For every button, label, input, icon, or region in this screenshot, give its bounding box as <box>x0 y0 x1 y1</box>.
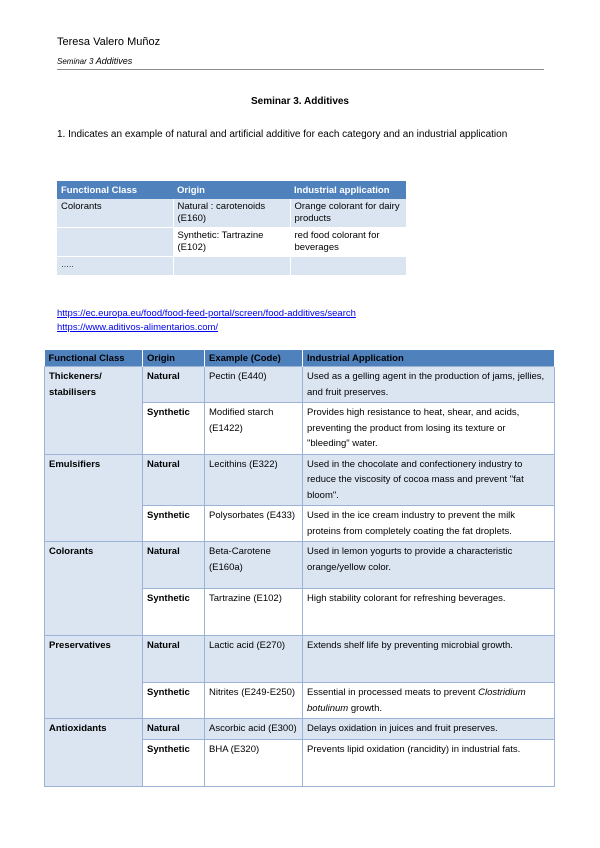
example-row <box>57 228 406 257</box>
example-cell-origin: Natural : carotenoids (E160) <box>173 199 290 228</box>
application-cell: Used in lemon yogurts to provide a characteristic orange/yellow color. <box>303 542 555 589</box>
running-subtitle <box>57 56 132 66</box>
additives-table <box>44 350 555 787</box>
subtitle-topic: Additives <box>95 56 133 66</box>
application-cell: Delays oxidation in juices and fruit preserves. <box>303 719 555 740</box>
example-cell: Nitrites (E249-E250) <box>205 683 303 719</box>
additives-table-header <box>45 350 555 367</box>
header-industrial-application: Industrial Application <box>303 350 555 367</box>
application-cell: Prevents lipid oxidation (rancidity) in industrial fats. <box>303 739 555 786</box>
table-row <box>45 454 555 506</box>
example-header-class: Functional Class <box>57 181 173 199</box>
table-row <box>45 542 555 589</box>
example-cell: Lecithins (E322) <box>205 454 303 506</box>
example-cell-class: ….. <box>57 257 173 276</box>
example-cell: BHA (E320) <box>205 739 303 786</box>
origin-cell: Synthetic <box>143 506 205 542</box>
example-cell-application: Orange colorant for dairy products <box>290 199 406 228</box>
example-cell-class <box>57 228 173 257</box>
application-cell: Provides high resistance to heat, shear, and acids, preventing the product from losing its texture or "bleeding" water. <box>303 403 555 455</box>
class-cell: Emulsifiers <box>45 454 143 542</box>
page-title: Seminar 3. Additives <box>251 96 349 107</box>
origin-cell: Natural <box>143 636 205 683</box>
example-table-header <box>57 181 406 199</box>
link-ec-food-additives[interactable]: https://ec.europa.eu/food/food-feed-portal/screen/food-additives/search <box>57 308 356 319</box>
class-cell: Antioxidants <box>45 719 143 787</box>
origin-cell: Synthetic <box>143 403 205 455</box>
application-cell <box>303 683 555 719</box>
example-cell-class: Colorants <box>57 199 173 228</box>
application-cell: Extends shelf life by preventing microbial growth. <box>303 636 555 683</box>
reference-links <box>57 307 356 335</box>
header-functional-class: Functional Class <box>45 350 143 367</box>
example-cell-application: red food colorant for beverages <box>290 228 406 257</box>
example-cell: Ascorbic acid (E300) <box>205 719 303 740</box>
origin-cell: Synthetic <box>143 589 205 636</box>
class-cell: Colorants <box>45 542 143 636</box>
class-cell: Preservatives <box>45 636 143 719</box>
origin-cell: Synthetic <box>143 683 205 719</box>
example-table <box>57 181 407 276</box>
application-cell: Used as a gelling agent in the production of jams, jellies, and fruit preserves. <box>303 367 555 403</box>
example-cell-origin <box>173 257 290 276</box>
link-aditivos-alimentarios[interactable]: https://www.aditivos-alimentarios.com/ <box>57 322 219 333</box>
application-text: growth. <box>348 702 382 714</box>
example-cell: Tartrazine (E102) <box>205 589 303 636</box>
example-cell: Polysorbates (E433) <box>205 506 303 542</box>
example-row <box>57 199 406 228</box>
origin-cell: Natural <box>143 367 205 403</box>
application-cell: High stability colorant for refreshing beverages. <box>303 589 555 636</box>
application-cell: Used in the ice cream industry to prevent the milk proteins from completely coating the fat droplets. <box>303 506 555 542</box>
example-cell: Beta-Carotene (E160a) <box>205 542 303 589</box>
organism-name: Clostridium botulinum <box>307 687 526 714</box>
subtitle-prefix: Seminar 3 <box>57 57 94 66</box>
table-row <box>45 636 555 683</box>
header-example-code: Example (Code) <box>205 350 303 367</box>
table-row <box>45 719 555 740</box>
header-divider <box>57 69 544 70</box>
example-header-origin: Origin <box>173 181 290 199</box>
origin-cell: Synthetic <box>143 739 205 786</box>
example-header-application: Industrial application <box>290 181 406 199</box>
origin-cell: Natural <box>143 719 205 740</box>
example-cell: Modified starch (E1422) <box>205 403 303 455</box>
example-cell: Lactic acid (E270) <box>205 636 303 683</box>
table-row <box>45 367 555 403</box>
application-text: Essential in processed meats to prevent <box>307 687 479 698</box>
application-cell: Used in the chocolate and confectionery industry to reduce the viscosity of cocoa mass and prevent "fat bloom". <box>303 454 555 506</box>
example-cell: Pectin (E440) <box>205 367 303 403</box>
question-text: 1. Indicates an example of natural and artificial additive for each category and an industrial application <box>57 129 508 140</box>
example-cell-application <box>290 257 406 276</box>
origin-cell: Natural <box>143 454 205 506</box>
example-row <box>57 257 406 276</box>
class-cell: Thickeners/ stabilisers <box>45 367 143 455</box>
header-origin: Origin <box>143 350 205 367</box>
example-cell-origin: Synthetic: Tartrazine (E102) <box>173 228 290 257</box>
origin-cell: Natural <box>143 542 205 589</box>
author-name: Teresa Valero Muñoz <box>57 36 161 48</box>
